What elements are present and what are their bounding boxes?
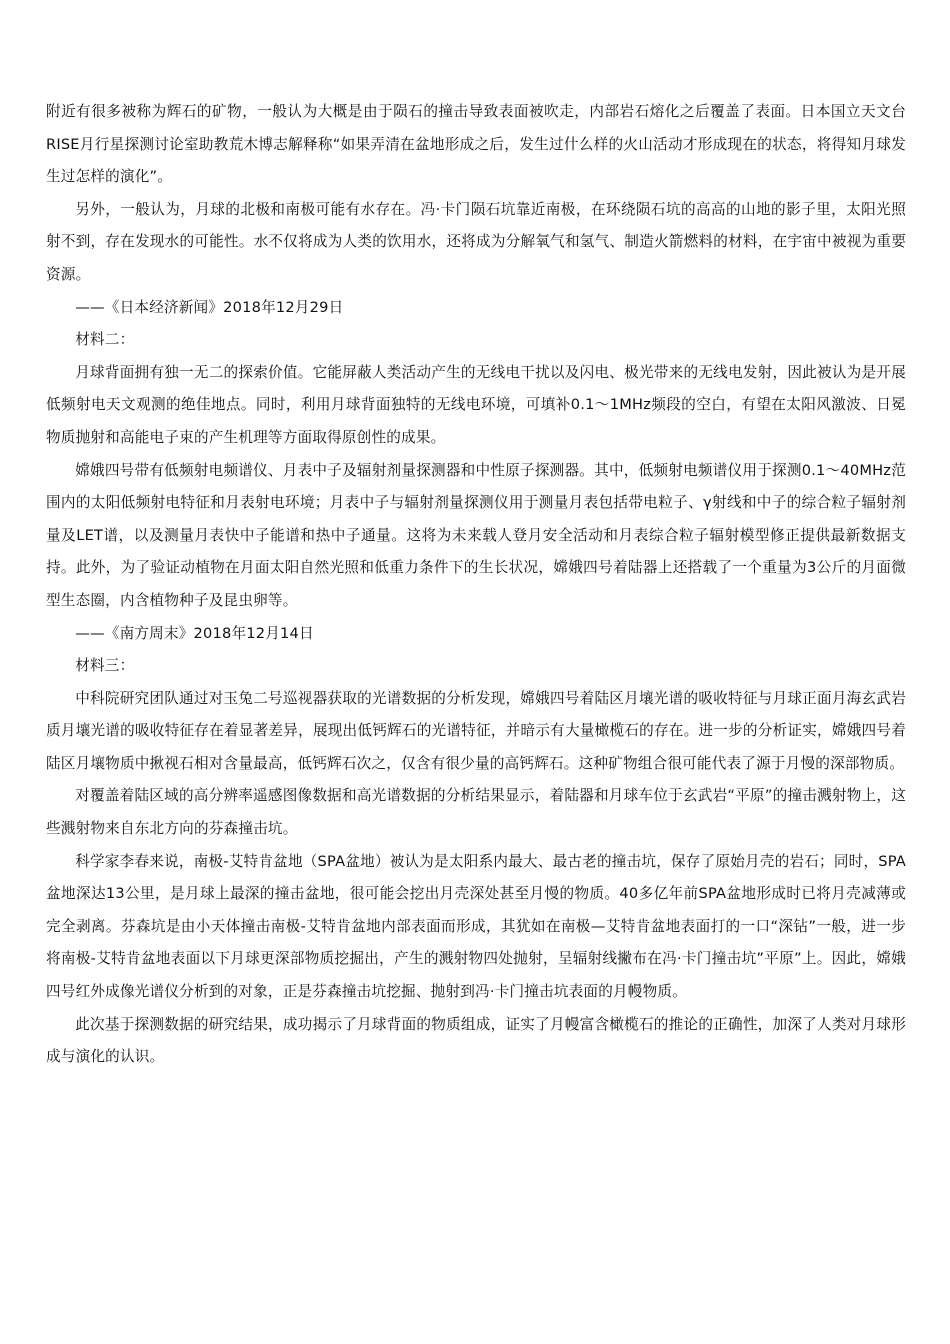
paragraph-spa-basin: 科学家李春来说，南极-艾特肯盆地（SPA盆地）被认为是太阳系内最大、最古老的撞击坑，保存了原始月壳的岩石；同时，SPA盆地深达13公里，是月球上最深的撞击盆地，很可能会挖出月壳深处甚至月慢的物质。40多亿年前SPA盆地形成时已将月壳减薄或完全剥离。芬森坑是由小天体撞击南极-艾特肯盆地内部表面而形成，其犹如在南极—艾特肯盆地表面打的一口“深钻”一般，进一步将南极-艾特肯盆地表面以下月球更深部物质挖掘出，产生的溅射物四处抛射，呈辐射线撇布在冯·卡门撞击坑”平原”上。因此，嫦娥四号红外成像光谱仪分析到的对象，正是芬森撞击坑挖掘、抛射到冯·卡门撞击坑表面的月幔物质。 bbox=[46, 852, 906, 1001]
document-page bbox=[46, 96, 906, 1074]
paragraph-spectral-analysis: 中科院研究团队通过对玉兔二号巡视器获取的光谱数据的分析发现，嫦娥四号着陆区月壤光谱的吸收特征与月球正面月海玄武岩质月壤光谱的吸收特征存在着显著差异，展现出低钙辉石的光谱特征，并暗示有大量橄榄石的存在。进一步的分析证实，嫦娥四号着陆区月壤物质中揪视石相对含量最高，低钙辉石次之，仅含有很少量的高钙辉石。这种矿物组合很可能代表了源于月慢的深部物质。 bbox=[46, 689, 906, 772]
paragraph-polar-water: 另外，一般认为，月球的北极和南极可能有水存在。冯·卡门陨石坑靠近南极，在环绕陨石坑的高高的山地的影子里，太阳光照射不到，存在发现水的可能性。水不仅将成为人类的饮用水，还将成为分解氧气和氢气、制造火箭燃料的材料，在宇宙中被视为重要资源。 bbox=[46, 200, 906, 283]
source-citation-nikkei: ——《日本经济新闻》2018年12月29日 bbox=[75, 298, 344, 316]
source-citation-southern-weekly: ——《南方周末》2018年12月14日 bbox=[75, 624, 314, 642]
paragraph-change4-instruments: 嫦娥四号带有低频射电频谱仪、月表中子及辐射剂量探测器和中性原子探测器。其中，低频射电频谱仪用于探测0.1～40MHz范围内的太阳低频射电特征和月表射电环境；月表中子与辐射剂量探测仪用于测量月表包括带电粒子、γ射线和中子的综合粒子辐射剂量及LET谱，以及测量月表快中子能谱和热中子通量。这将为未来载人登月安全活动和月表综合粒子辐射模型修正提供最新数据支持。此外，为了验证动植物在月面太阳自然光照和低重力条件下的生长状况，嫦娥四号着陆器上还搭载了一个重量为3公斤的月面微型生态圈，内含植物种子及昆虫卵等。 bbox=[46, 461, 906, 609]
paragraph-farside-radio: 月球背面拥有独一无二的探索价值。它能屏蔽人类活动产生的无线电干扰以及闪电、极光带来的无线电发射，因此被认为是开展低频射电天文观测的绝佳地点。同时，利用月球背面独特的无线电环境，可填补0.1～1MHz频段的空白，有望在太阳风激波、日冕物质抛射和高能电子束的产生机理等方面取得原创性的成果。 bbox=[46, 363, 906, 446]
paragraph-conclusion: 此次基于探测数据的研究结果，成功揭示了月球背面的物质组成，证实了月幔富含橄榄石的推论的正确性，加深了人类对月球形成与演化的认识。 bbox=[46, 1015, 906, 1066]
material-three-label: 材料三： bbox=[75, 657, 135, 675]
material-two-label: 材料二： bbox=[75, 331, 135, 349]
paragraph-remote-sensing: 对覆盖着陆区域的高分辨率遥感图像数据和高光谱数据的分析结果显示，着陆器和月球车位于玄武岩“平原”的撞击溅射物上，这些溅射物来自东北方向的芬森撞击坑。 bbox=[46, 787, 906, 838]
paragraph-pyroxene-origin: 附近有很多被称为辉石的矿物，一般认为大概是由于陨石的撞击导致表面被吹走，内部岩石熔化之后覆盖了表面。日本国立天文台RISE月行星探测讨论室助教荒木博志解释称“如果弄清在盆地形成之后，发生过什么样的火山活动才形成现在的状态，将得知月球发生过怎样的演化”。 bbox=[46, 103, 906, 186]
